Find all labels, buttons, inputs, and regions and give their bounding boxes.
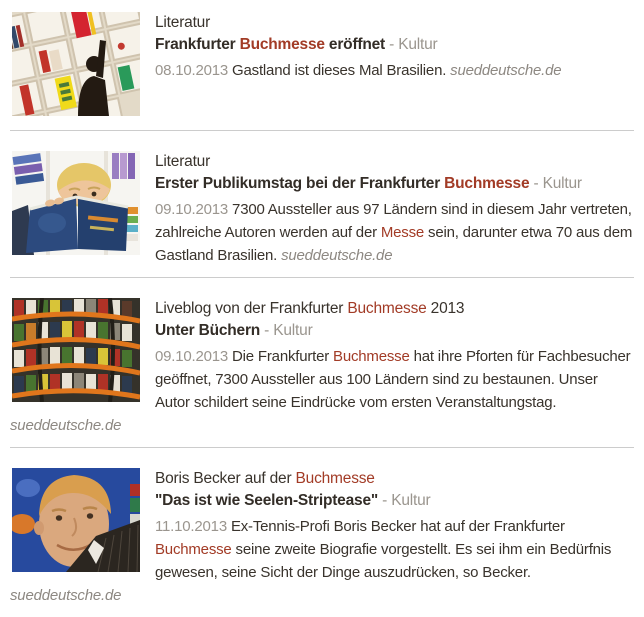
source-label: sueddeutsche.de (450, 62, 562, 79)
text-segment: "Das ist wie Seelen-Striptease" (155, 492, 379, 509)
text-segment: Literatur (155, 14, 211, 31)
article-thumbnail[interactable] (12, 151, 140, 255)
search-term-highlight: Buchmesse (444, 175, 530, 192)
text-segment: Literatur (155, 153, 211, 170)
text-segment: Erster Publikumstag bei der Frankfurter (155, 175, 445, 192)
text-segment: Liveblog von der Frankfurter (155, 300, 348, 317)
search-term-highlight: Messe (380, 224, 425, 241)
text-segment: Die Frankfurter (232, 348, 334, 365)
result-date: 11.10.2013 (155, 518, 231, 535)
section-label: - Kultur (378, 492, 431, 509)
section-label: - Kultur (385, 36, 438, 53)
article-thumbnail[interactable] (12, 298, 140, 402)
search-term-highlight: Buchmesse (347, 300, 427, 317)
search-term-highlight: Buchmesse (333, 348, 410, 365)
text-segment: 7300 Aussteller aus 97 Ländern sind in diesem Jahr vertreten, zahlreiche Autoren werden auf der (155, 201, 632, 241)
book-racks-illustration (12, 298, 140, 402)
text-segment: eröffnet (324, 36, 386, 53)
text-segment: Gastland ist dieses Mal Brasilien. (232, 62, 451, 79)
result-date: 09.10.2013 (155, 201, 233, 218)
boris-becker-portrait-illustration (12, 468, 140, 572)
text-segment: Ex-Tennis-Profi Boris Becker hat auf der Frankfurter (230, 518, 565, 535)
search-term-highlight: Buchmesse (155, 541, 232, 558)
boy-reading-illustration (12, 151, 140, 255)
result-date: 09.10.2013 (155, 348, 233, 365)
source-label: sueddeutsche.de (10, 587, 122, 604)
text-segment: seine zweite Biografie vorgestellt. Es sei ihm ein Bedürfnis gewesen, seine Sicht der Dinge auszudrücken, so Becker. (155, 541, 612, 581)
search-result-item (10, 278, 634, 447)
source-label: sueddeutsche.de (281, 247, 393, 264)
text-segment: Unter Büchern (155, 322, 261, 339)
bookshelf-illustration (12, 12, 140, 116)
section-label: - Kultur (260, 322, 313, 339)
text-segment: 2013 (426, 300, 465, 317)
source-label: sueddeutsche.de (10, 417, 122, 434)
result-date: 08.10.2013 (155, 62, 233, 79)
article-thumbnail[interactable] (12, 12, 140, 116)
search-result-item (10, 12, 634, 130)
section-label: - Kultur (529, 175, 582, 192)
search-term-highlight: Buchmesse (239, 36, 325, 53)
article-thumbnail[interactable] (12, 468, 140, 572)
text-segment: Boris Becker auf der (155, 470, 296, 487)
search-result-item (10, 448, 634, 617)
search-term-highlight: Buchmesse (295, 470, 375, 487)
text-segment: sein, darunter etwa 70 aus dem Gastland Brasilien. (155, 224, 633, 264)
text-segment: hat ihre Pforten für Fachbesucher geöffnet, 7300 Aussteller aus 100 Ländern sind zu bestaunen. Unser Autor schildert seine Eindrücke vom ersten Veranstaltungstag. (155, 348, 631, 411)
text-segment: Frankfurter (155, 36, 240, 53)
search-result-item (10, 131, 634, 277)
